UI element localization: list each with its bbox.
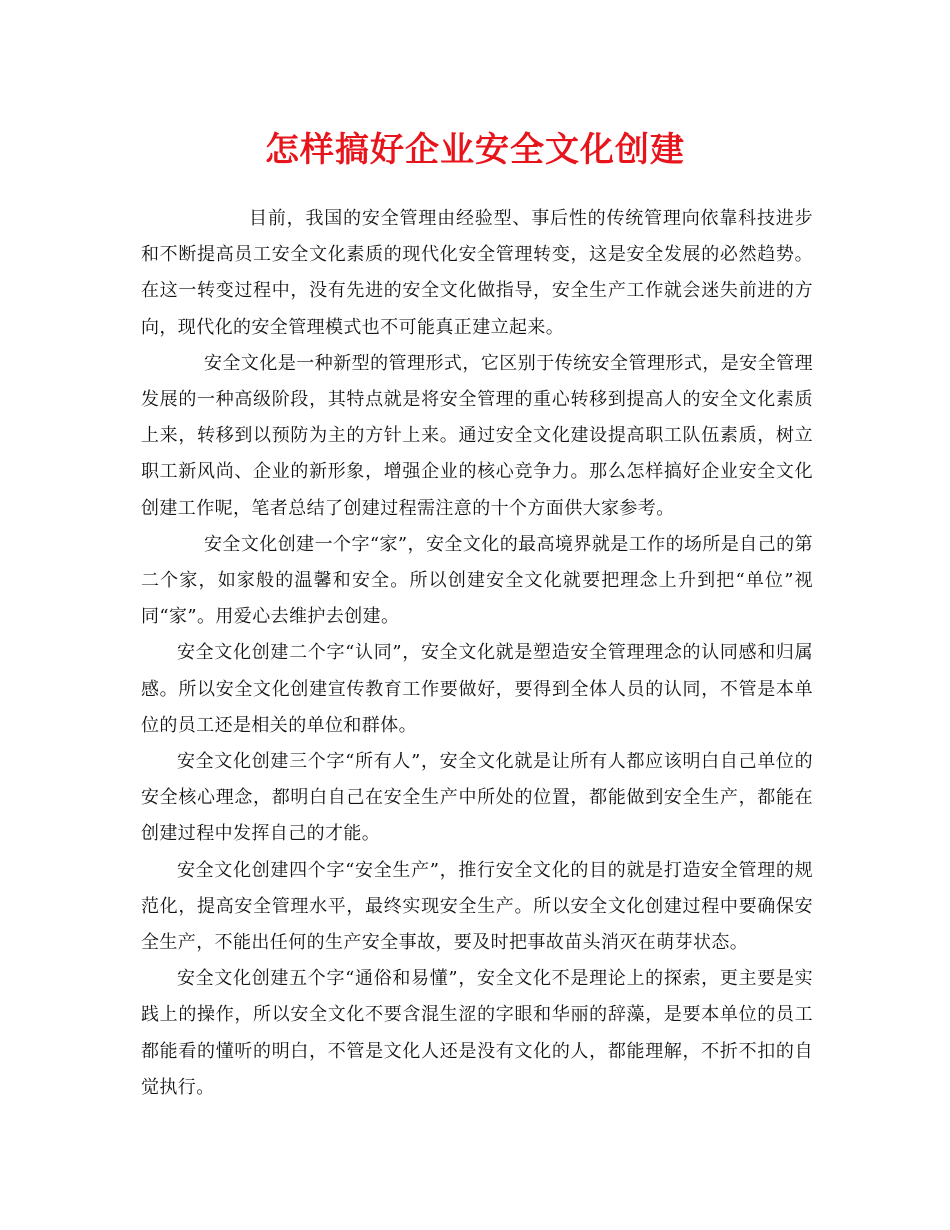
paragraph-intro: 目前，我国的安全管理由经验型、事后性的传统管理向依靠科技进步和不断提高员工安全文化素质的现代化安全管理转变，这是安全发展的必然趋势。在这一转变过程中，没有先进的安全文化做指导，安全生产工作就会迷失前进的方向，现代化的安全管理模式也不可能真正建立起来。 — [141, 208, 813, 338]
paragraph-point-2: 安全文化创建二个字“认同”，安全文化就是塑造安全管理理念的认同感和归属感。所以安全文化创建宣传教育工作要做好，要得到全体人员的认同，不管是本单位的员工还是相关的单位和群体。 — [141, 642, 813, 736]
paragraph-point-5: 安全文化创建五个字“通俗和易懂”，安全文化不是理论上的探索，更主要是实践上的操作，所以安全文化不要含混生涩的字眼和华丽的辞藻，是要本单位的员工都能看的懂听的明白，不管是文化人还是没有文化的人，都能理解，不折不扣的自觉执行。 — [141, 968, 813, 1098]
document-body — [141, 201, 813, 1106]
paragraph-point-3: 安全文化创建三个字“所有人”，安全文化就是让所有人都应该明白自己单位的安全核心理念，都明白自己在安全生产中所处的位置，都能做到安全生产，都能在创建过程中发挥自己的才能。 — [141, 751, 813, 845]
paragraph-point-1: 安全文化创建一个字“家”，安全文化的最高境界就是工作的场所是自己的第二个家，如家般的温馨和安全。所以创建安全文化就要把理念上升到把“单位”视同“家”。用爱心去维护去创建。 — [141, 533, 813, 628]
paragraph-definition: 安全文化是一种新型的管理形式，它区别于传统安全管理形式，是安全管理发展的一种高级阶段，其特点就是将安全管理的重心转移到提高人的安全文化素质上来，转移到以预防为主的方针上来。通过安全文化建设提高职工队伍素质，树立职工新风尚、企业的新形象，增强企业的核心竞争力。那么怎样搞好企业安全文化创建工作呢，笔者总结了创建过程需注意的十个方面供大家参考。 — [141, 352, 813, 519]
paragraph-point-4: 安全文化创建四个字“安全生产”，推行安全文化的目的就是打造安全管理的规范化，提高安全管理水平，最终实现安全生产。所以安全文化创建过程中要确保安全生产，不能出任何的生产安全事故，要及时把事故苗头消灭在萌芽状态。 — [141, 859, 813, 954]
document-title: 怎样搞好企业安全文化创建 — [265, 130, 685, 170]
